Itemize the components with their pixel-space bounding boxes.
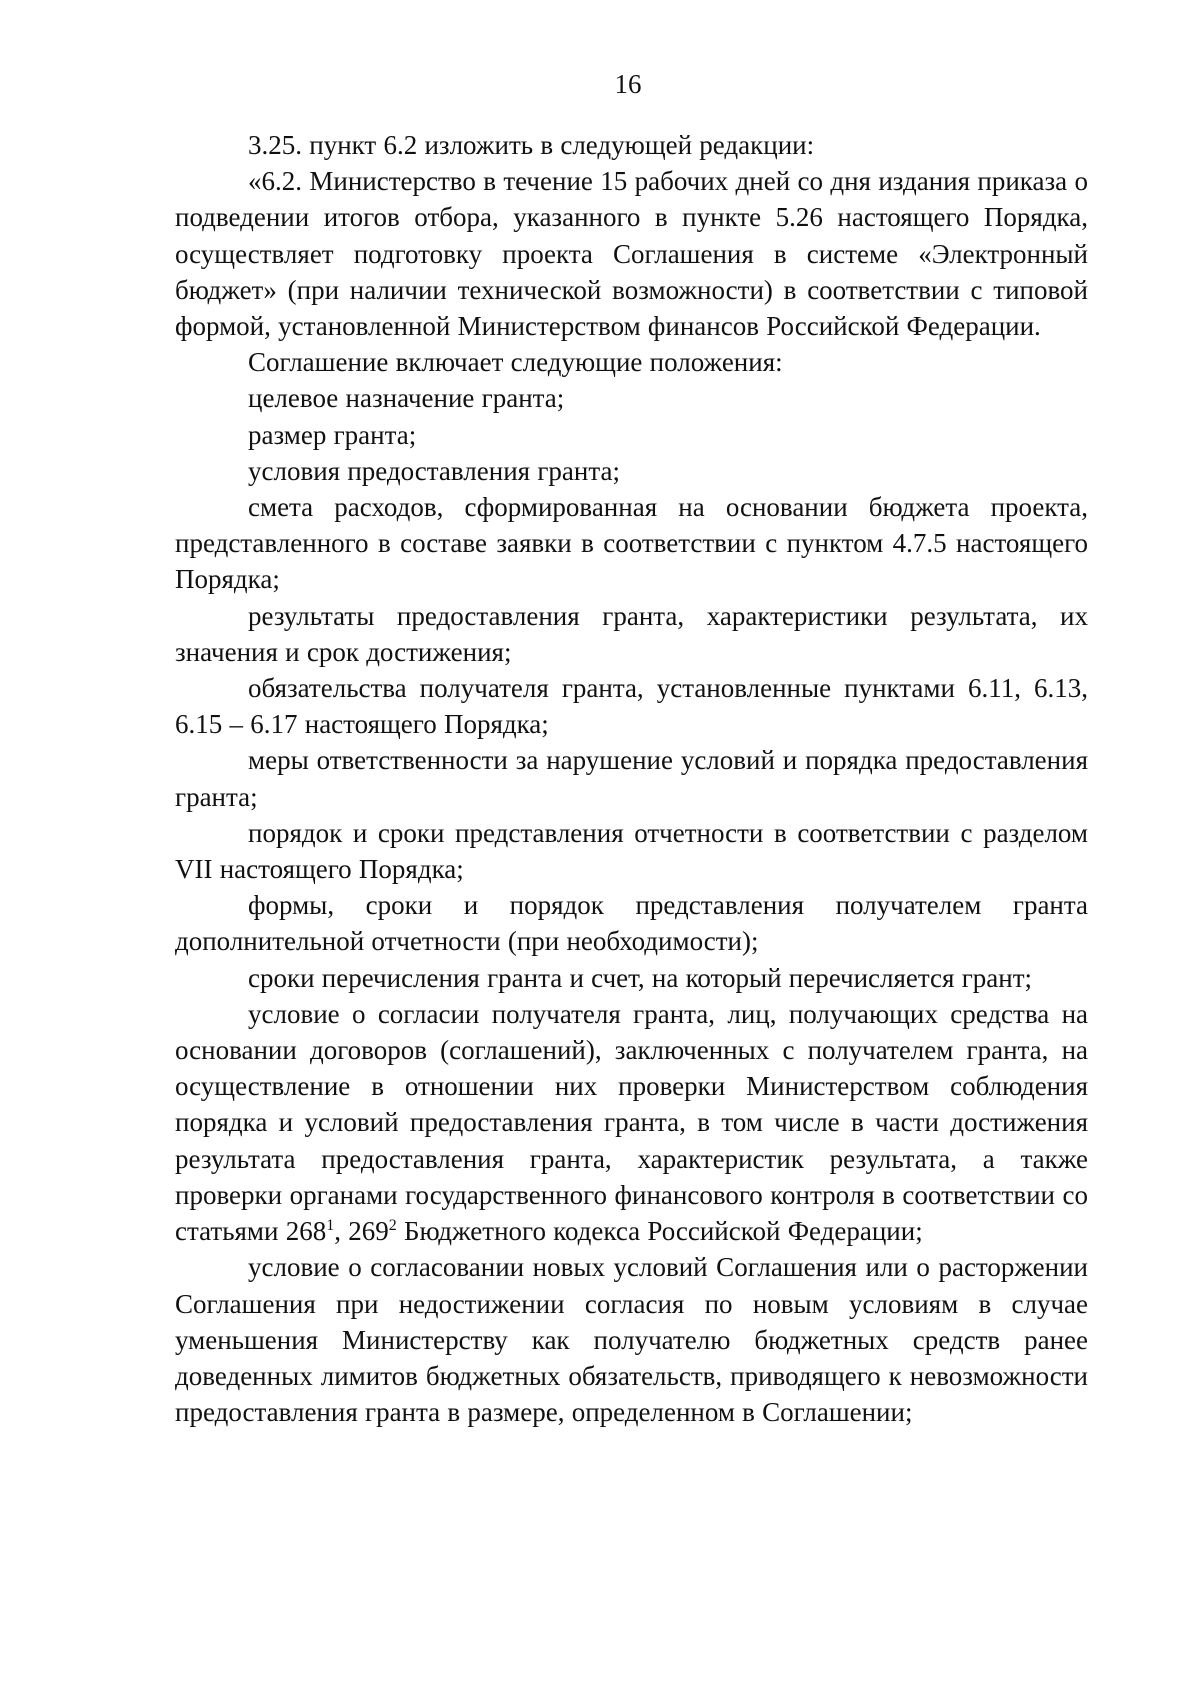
list-item-purpose: целевое назначение гранта; bbox=[248, 383, 565, 414]
audit-consent-text-start: условие о согласии получателя гранта, лиц, получающих средства на основании договоров (соглашений), заключенных с получателем гранта, на осуществление в отношении них проверки Министерством соблюдения порядка и условий предоставления гранта, в том числе в части достижения результата предоставления гранта, характеристик результата, а также проверки органами государственного финансового контроля в соответствии со статьями 268 bbox=[175, 998, 1088, 1247]
list-item-cost-estimate: смета расходов, сформированная на основании бюджета проекта, представленного в составе заявки в соответствии с пунктом 4.7.5 настоящего Порядка; bbox=[175, 492, 1088, 595]
list-item-additional-reporting: формы, сроки и порядок представления получателем гранта дополнительной отчетности (при необходимости); bbox=[175, 890, 1088, 957]
audit-consent-text-end: Бюджетного кодекса Российской Федерации; bbox=[396, 1216, 923, 1247]
list-item-transfer-terms: сроки перечисления гранта и счет, на который перечисляется грант; bbox=[248, 962, 1033, 993]
list-item-amount: размер гранта; bbox=[248, 419, 417, 450]
list-item-new-conditions: условие о согласовании новых условий Соглашения или о расторжении Соглашения при недостижении согласия по новым условиям в случае уменьшения Министерству как получателю бюджетных средств ранее доведенных лимитов бюджетных обязательств, приводящего к невозможности предоставления гранта в размере, определенном в Соглашении; bbox=[175, 1252, 1088, 1428]
audit-consent-text-middle: , 269 bbox=[334, 1216, 389, 1247]
superscript-2: 2 bbox=[388, 1217, 397, 1235]
document-body bbox=[175, 127, 1088, 1430]
list-item-audit-consent bbox=[175, 996, 1088, 1249]
list-item-liability: меры ответственности за нарушение условий и порядка предоставления гранта; bbox=[175, 745, 1088, 812]
paragraph-6-2: «6.2. Министерство в течение 15 рабочих дней со дня издания приказа о подведении итогов отбора, указанного в пункте 5.26 настоящего Порядка, осуществляет подготовку проекта Соглашения в системе «Электронный бюджет» (при наличии технической возможности) в соответствии с типовой формой, установленной Министерством финансов Российской Федерации. bbox=[175, 166, 1088, 342]
page-number: 16 bbox=[614, 69, 642, 99]
list-item-reporting: порядок и сроки представления отчетности в соответствии с разделом VII настоящего Порядка; bbox=[175, 817, 1088, 885]
list-item-results: результаты предоставления гранта, характеристики результата, их значения и срок достижения; bbox=[175, 600, 1088, 667]
paragraph-amendment-heading: 3.25. пункт 6.2 изложить в следующей редакции: bbox=[248, 130, 815, 160]
paragraph-agreement-intro: Соглашение включает следующие положения: bbox=[248, 347, 783, 378]
list-item-obligations: обязательства получателя гранта, установленные пунктами 6.11, 6.13, 6.15 – 6.17 настоящего Порядка; bbox=[175, 673, 1088, 740]
list-item-conditions: условия предоставления гранта; bbox=[248, 455, 620, 486]
superscript-1: 1 bbox=[326, 1217, 335, 1235]
